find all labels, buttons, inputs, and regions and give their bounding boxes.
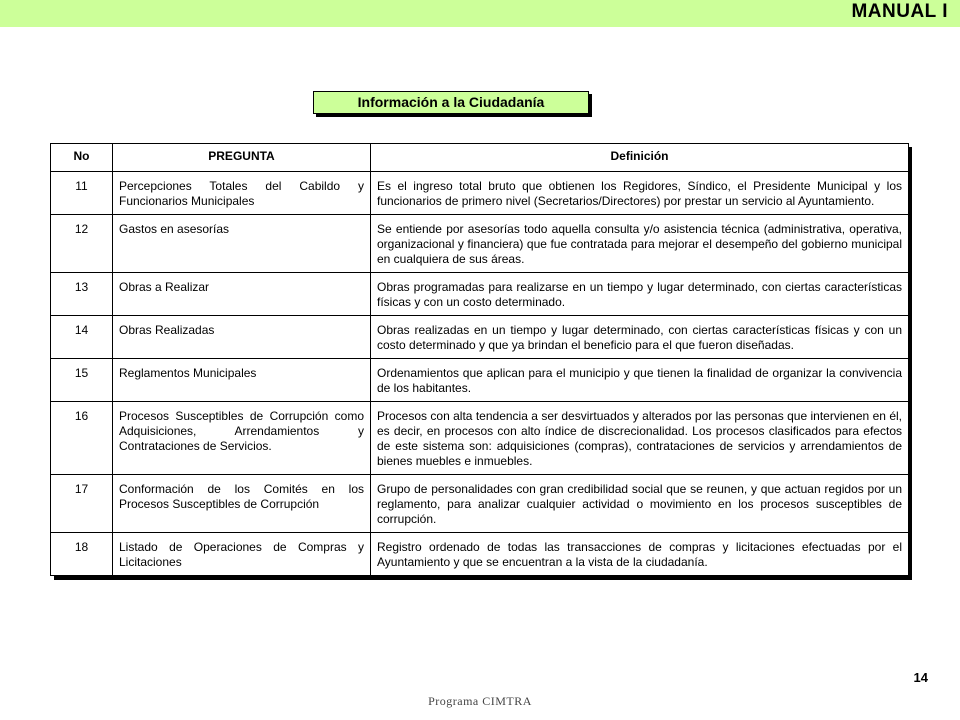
- row-question: Conformación de los Comités en los Procesos Susceptibles de Corrupción: [113, 475, 371, 533]
- manual-title: MANUAL I: [851, 1, 948, 22]
- row-number: 12: [51, 215, 113, 273]
- table-row: [51, 273, 909, 316]
- table-row: [51, 215, 909, 273]
- table-row: [51, 316, 909, 359]
- table-row: [51, 172, 909, 215]
- table-header-row: [51, 144, 909, 172]
- row-definition: Ordenamientos que aplican para el municipio y que tienen la finalidad de organizar la convivencia de los habitantes.: [371, 359, 909, 402]
- row-definition: Obras programadas para realizarse en un tiempo y lugar determinado, con ciertas características físicas y con un costo determinado.: [371, 273, 909, 316]
- header-pregunta: PREGUNTA: [113, 144, 371, 172]
- table-row: [51, 533, 909, 576]
- row-definition: Se entiende por asesorías todo aquella consulta y/o asistencia técnica (administrativa, operativa, organizacional y financiera) que fue contratada para mejorar el desempeño del gobierno municipal en cualquiera de sus áreas.: [371, 215, 909, 273]
- page-number: 14: [913, 670, 928, 685]
- row-definition: Obras realizadas en un tiempo y lugar determinado, con ciertas características físicas y con un costo determinado y que ya brindan el beneficio para el que fueron diseñadas.: [371, 316, 909, 359]
- definitions-table: [50, 143, 909, 576]
- row-definition: Es el ingreso total bruto que obtienen los Regidores, Síndico, el Presidente Municipal y los funcionarios de primero nivel (Secretarios/Directores) por prestar un servicio al Ayuntamiento.: [371, 172, 909, 215]
- row-question: Obras Realizadas: [113, 316, 371, 359]
- row-question: Procesos Susceptibles de Corrupción como Adquisiciones, Arrendamientos y Contrataciones de Servicios.: [113, 402, 371, 475]
- definitions-table-container: [50, 143, 908, 576]
- row-number: 18: [51, 533, 113, 576]
- row-question: Percepciones Totales del Cabildo y Funcionarios Municipales: [113, 172, 371, 215]
- row-question: Reglamentos Municipales: [113, 359, 371, 402]
- row-number: 11: [51, 172, 113, 215]
- table-row: [51, 475, 909, 533]
- table-row: [51, 359, 909, 402]
- row-number: 15: [51, 359, 113, 402]
- row-number: 17: [51, 475, 113, 533]
- section-title: Información a la Ciudadanía: [313, 91, 589, 114]
- row-number: 13: [51, 273, 113, 316]
- row-question: Gastos en asesorías: [113, 215, 371, 273]
- row-number: 16: [51, 402, 113, 475]
- table-row: [51, 402, 909, 475]
- row-number: 14: [51, 316, 113, 359]
- header-no: No: [51, 144, 113, 172]
- row-question: Listado de Operaciones de Compras y Licitaciones: [113, 533, 371, 576]
- row-definition: Grupo de personalidades con gran credibilidad social que se reunen, y que actuan regidos por un reglamento, para analizar cualquier actividad o movimiento en los procesos susceptibles de corrupción.: [371, 475, 909, 533]
- row-definition: Registro ordenado de todas las transacciones de compras y licitaciones efectuadas por el Ayuntamiento y que se encuentran a la vista de la ciudadanía.: [371, 533, 909, 576]
- row-question: Obras a Realizar: [113, 273, 371, 316]
- row-definition: Procesos con alta tendencia a ser desvirtuados y alterados por las personas que intervienen en él, es decir, en procesos con alto índice de discrecionalidad. Los procesos clasificados para efectos de este sistema son: adquisiciones (compras), contrataciones de servicios y arrendamientos de bienes muebles e inmuebles.: [371, 402, 909, 475]
- footer-program-name: Programa CIMTRA: [428, 694, 532, 708]
- header-band: [0, 0, 960, 27]
- header-definicion: Definición: [371, 144, 909, 172]
